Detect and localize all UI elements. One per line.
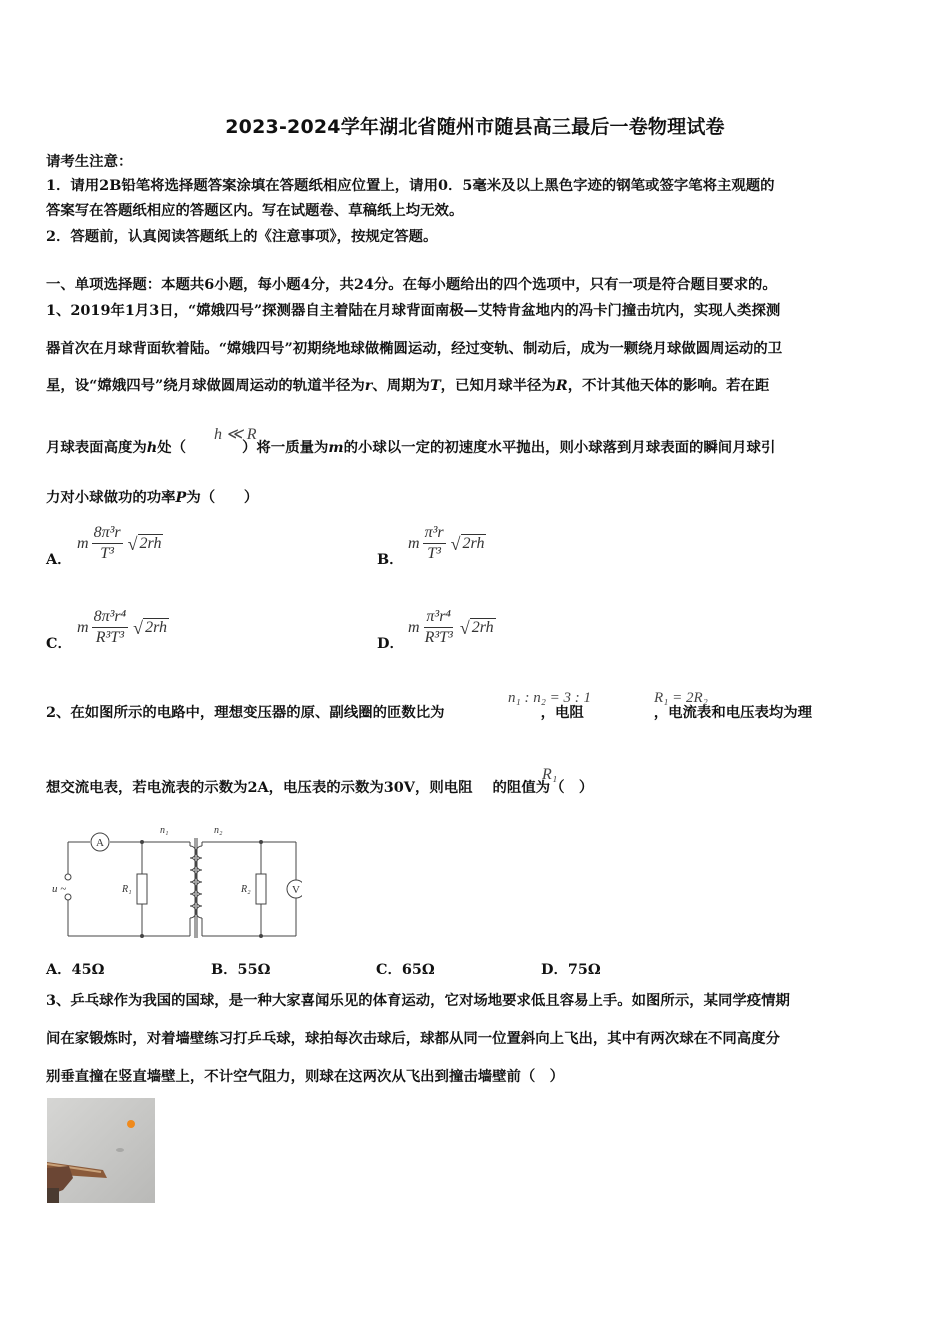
n2-label: n₂ (214, 825, 223, 836)
q3-line-3: 别垂直撞在竖直墙壁上，不计空气阻力，则球在这两次从飞出到撞击墙壁前（ ） (46, 1068, 565, 1085)
notice-heading: 请考生注意： (46, 153, 133, 170)
voltmeter-label: V (292, 884, 300, 896)
q1-line-2: 器首次在月球背面软着陆。“嫦娥四号”初期绕地球做椭圆运动，经过变轨、制动后，成为一颗绕月球做圆周运动的卫 (46, 340, 783, 357)
q2-line-1: 2、在如图所示的电路中，理想变压器的原、副线圈的匝数比为 ，电阻 ，电流表和电压表均为理 (46, 704, 813, 721)
notice-item-2: 2．答题前，认真阅读答题纸上的《注意事项》，按规定答题。 (46, 228, 438, 245)
transformer-circuit-diagram (52, 822, 302, 940)
q1-option-c-letter[interactable]: C． (46, 635, 72, 652)
q2-option-c[interactable]: C．65Ω (376, 961, 435, 978)
q1-line-1: 1、2019年1月3日，“嫦娥四号”探测器自主着陆在月球背面南极—艾特肯盆地内的冯卡门撞击坑内，实现人类探测 (46, 302, 781, 319)
q1-option-c-formula[interactable]: m $\frac{\text{8π³r⁴}}{\text{R³T³}}$ √ 2rh (77, 608, 167, 646)
r2-label: R₂ (241, 884, 251, 895)
q2-turns-ratio: n₁ : n₂ = 3 : 1 (508, 690, 592, 706)
source-label: u ~ (52, 883, 67, 895)
q1-option-b-letter[interactable]: B． (377, 551, 404, 568)
q2-resistor-relation: R₁ = 2R₂ (654, 690, 708, 706)
q1-option-a-formula[interactable]: m $\frac{\text{8π³r}}{\text{T³}}$ √ 2rh (77, 524, 162, 562)
q2-option-b[interactable]: B．55Ω (211, 961, 271, 978)
ping-pong-photo (47, 1098, 155, 1203)
q3-line-1: 3、乒乓球作为我国的国球，是一种大家喜闻乐见的体育运动，它对场地要求低且容易上手。如图所示，某同学疫情期 (46, 992, 790, 1009)
q2-r1-symbol: R₁ (542, 766, 558, 783)
r1-label: R₁ (122, 884, 132, 895)
ping-pong-ball (127, 1120, 135, 1128)
q3-line-2: 间在家锻炼时，对着墙壁练习打乒乓球，球拍每次击球后，球都从同一位置斜向上飞出，其中有两次球在不同高度分 (46, 1030, 780, 1047)
q1-option-d-letter[interactable]: D． (377, 635, 404, 652)
q1-option-a-letter[interactable]: A． (46, 551, 72, 568)
n1-label: n₁ (160, 825, 169, 836)
q1-option-b-formula[interactable]: m $\frac{\text{π³r}}{\text{T³}}$ √ 2rh (408, 524, 485, 562)
ammeter-label: A (96, 837, 104, 849)
q1-condition: h ≪ R (214, 426, 257, 443)
q2-option-a[interactable]: A．45Ω (46, 961, 105, 978)
notice-item-1-cont: 答案写在答题纸相应的答题区内。写在试题卷、草稿纸上均无效。 (46, 202, 464, 219)
page-title: 2023-2024学年湖北省随州市随县高三最后一卷物理试卷 (225, 116, 725, 138)
section-heading: 一、单项选择题：本题共6小题，每小题4分，共24分。在每小题给出的四个选项中，只有一项是符合题目要求的。 (46, 276, 777, 293)
q1-line-5: 力对小球做功的功率P为（ ） (46, 489, 259, 506)
notice-item-1: 1．请用2B铅笔将选择题答案涂填在答题纸相应位置上，请用0．5毫米及以上黑色字迹的钢笔或签字笔将主观题的 (46, 177, 775, 194)
q1-line-3: 星，设“嫦娥四号”绕月球做圆周运动的轨道半径为r、周期为T，已知月球半径为R，不计其他天体的影响。若在距 (46, 377, 770, 394)
q1-option-d-formula[interactable]: m $\frac{\text{π³r⁴}}{\text{R³T³}}$ √ 2rh (408, 608, 494, 646)
q2-option-d[interactable]: D．75Ω (541, 961, 601, 978)
q1-line-4: 月球表面高度为h处（ ）将一质量为m的小球以一定的初速度水平抛出，则小球落到月球表面的瞬间月球引 (46, 439, 776, 456)
q2-line-2: 想交流电表，若电流表的示数为2A，电压表的示数为30V，则电阻 的阻值为（ ） (46, 779, 594, 796)
